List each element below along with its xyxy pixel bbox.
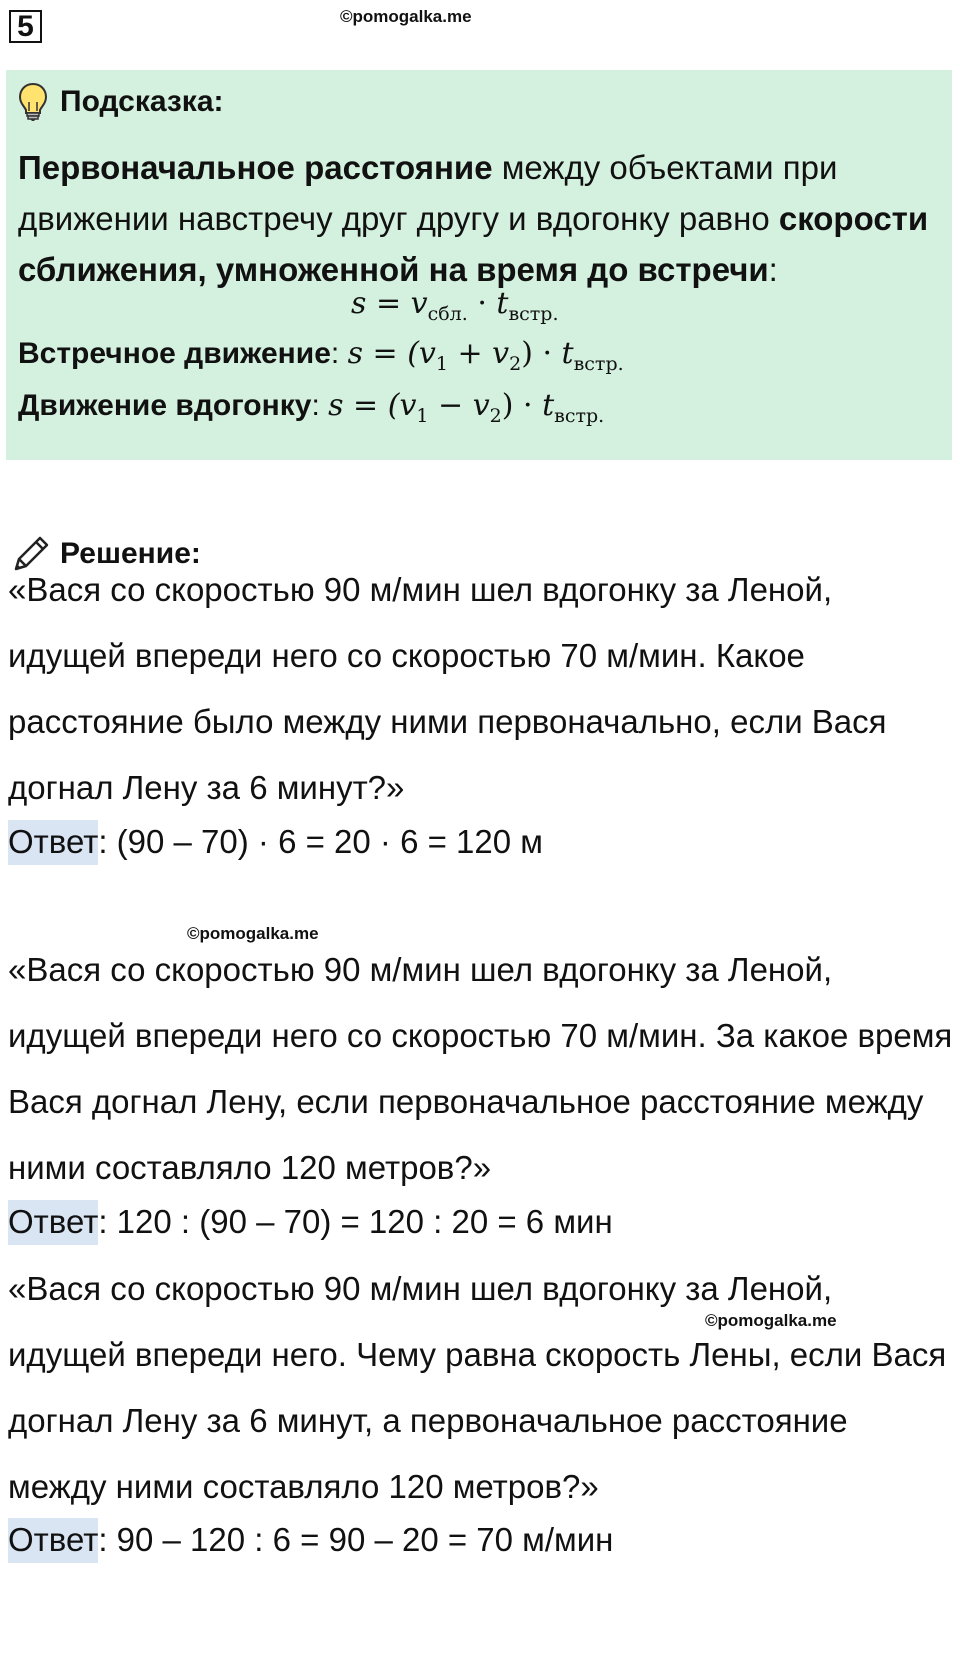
pursuit-formula: Движение вдогонку: $s = (v_1 - v_2) \cdot t_{встр.}$ <box>18 388 605 427</box>
problem-text-1: «Вася со скоростью 90 м/мин шел вдогонку за Леной, идущей впереди него со скоростью 70 м/мин. Какое расстояние было между ними первоначально, если Вася догнал Лену за 6 минут?» <box>8 571 887 806</box>
task-number: 5 <box>9 10 42 43</box>
lightbulb-icon <box>18 82 48 122</box>
watermark: ©pomogalka.me <box>340 7 472 26</box>
answer-label: Ответ <box>8 1200 98 1245</box>
answer-value: : (90 – 70) · 6 = 20 · 6 = 120 м <box>98 823 543 860</box>
answer-2 <box>8 1203 613 1241</box>
solution-title-text: Решение: <box>60 537 201 570</box>
main-formula: $s = v_{сбл.} \cdot t_{встр.}$ <box>351 286 559 325</box>
watermark: ©pomogalka.me <box>187 924 319 943</box>
watermark: ©pomogalka.me <box>705 1311 837 1330</box>
oncoming-formula: Встречное движение: $s = (v_1 + v_2) \cdot t_{встр.}$ <box>18 336 624 375</box>
hint-bold-1: Первоначальное расстояние <box>18 149 493 186</box>
pursuit-label: Движение вдогонку <box>18 389 312 422</box>
answer-3 <box>8 1521 613 1559</box>
hint-text <box>18 142 948 295</box>
hint-text-1: между объектами при движении навстречу друг другу и вдогонку равно <box>18 149 838 237</box>
answer-value: : 120 : (90 – 70) = 120 : 20 = 6 мин <box>98 1203 613 1240</box>
hint-title-text: Подсказка: <box>60 85 224 118</box>
hint-bold-2: скорости сближения, умноженной на время до встречи <box>18 200 929 288</box>
oncoming-label: Встречное движение <box>18 337 331 370</box>
answer-value: : 90 – 120 : 6 = 90 – 20 = 70 м/мин <box>98 1521 614 1558</box>
hint-box <box>6 70 952 460</box>
answer-1 <box>8 823 543 861</box>
problem-text-2: «Вася со скоростью 90 м/мин шел вдогонку за Леной, идущей впереди него со скоростью 70 м/мин. За какое время Вася догнал Лену, если первоначальное расстояние между ними составляло 120 метров?» <box>8 951 953 1186</box>
answer-label: Ответ <box>8 1518 98 1563</box>
hint-title <box>18 82 224 122</box>
answer-label: Ответ <box>8 820 98 865</box>
problem-text-3: «Вася со скоростью 90 м/мин шел вдогонку за Леной, идущей впереди него. Чему равна скорость Лены, если Вася догнал Лену за 6 минут, а первоначальное расстояние между ними составляло 120 метров?» <box>8 1270 947 1505</box>
hint-text-2: : <box>768 251 778 288</box>
